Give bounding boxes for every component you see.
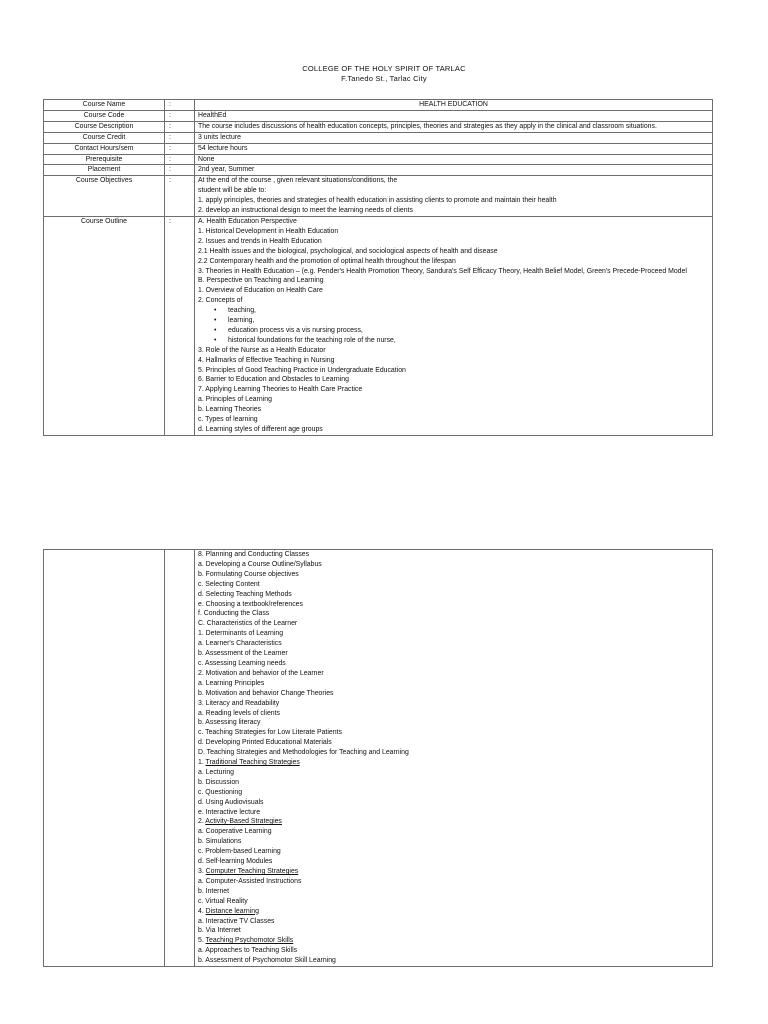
- outline-item: a. Learning Principles: [198, 679, 265, 687]
- outline-item: 2.2 Contemporary health and the promotion of optimal health throughout the lifespan: [198, 257, 456, 265]
- outline-item: [198, 867, 709, 877]
- outline-bullet-item: • learning,: [198, 316, 709, 326]
- separator-cell: [165, 100, 195, 111]
- field-label-cell: [44, 143, 165, 154]
- outline-item: 2. Motivation and behavior of the Learner: [198, 669, 324, 677]
- field-value-cell: [195, 176, 713, 217]
- outline-item: d. Using Audiovisuals: [198, 798, 264, 806]
- outline-item: b. Formulating Course objectives: [198, 570, 299, 578]
- outline-item: b. Learning Theories: [198, 406, 262, 414]
- field-label: Placement: [87, 166, 121, 174]
- outline-item: [198, 907, 709, 917]
- outline-heading-underlined: Computer Teaching Strategies: [205, 868, 299, 875]
- field-value: 3 units lecture: [198, 133, 241, 141]
- outline-item-number: 1.: [198, 759, 206, 767]
- field-value-cell: [195, 121, 713, 132]
- field-value: None: [198, 155, 215, 163]
- field-value-cell: [195, 216, 713, 435]
- outline-item: [198, 817, 709, 827]
- outline-item: 6. Barrier to Education and Obstacles to Learning: [198, 376, 349, 384]
- outline-item-number: 2.: [198, 818, 206, 826]
- outline-item: b. Internet: [198, 887, 230, 895]
- outline-bullet-item: • education process vis a vis nursing process,: [198, 326, 709, 336]
- outline-item-number: 3.: [198, 868, 206, 875]
- field-label-cell: [44, 216, 165, 435]
- outline-item: b. Assessment of Psychomotor Skill Learning: [198, 957, 336, 965]
- outline-item: d. Selecting Teaching Methods: [198, 590, 292, 598]
- outline-item: c. Selecting Content: [198, 580, 260, 588]
- outline-item: 3. Role of the Nurse as a Health Educator: [198, 346, 326, 354]
- separator-cell: [165, 154, 195, 165]
- field-value-cell: [195, 100, 713, 111]
- separator-colon: :: [169, 133, 171, 141]
- outline-item: c. Virtual Reality: [198, 897, 248, 905]
- field-label: Course Credit: [82, 133, 126, 141]
- outline-item: a. Cooperative Learning: [198, 828, 272, 836]
- field-label: Course Name: [82, 101, 126, 108]
- field-label-cell: [44, 176, 165, 217]
- table-row: [44, 100, 713, 111]
- outline-item: 1. Determinants of Learning: [198, 630, 284, 638]
- outline-item: a. Principles of Learning: [198, 396, 272, 404]
- outline-item: a. Lecturing: [198, 768, 235, 776]
- outline-item: a. Reading levels of clients: [198, 709, 280, 717]
- field-label: Course Description: [74, 122, 134, 130]
- separator-cell: [165, 132, 195, 143]
- objective-line: 2. develop an instructional design to meet the learning needs of clients: [198, 207, 413, 215]
- outline-item: a. Developing a Course Outline/Syllabus: [198, 560, 322, 568]
- outline-item: c. Problem-based Learning: [198, 848, 281, 856]
- field-label: Course Outline: [81, 217, 127, 225]
- outline-item: 2. Issues and trends in Health Education: [198, 237, 322, 245]
- separator-colon: :: [169, 111, 171, 119]
- field-label-cell: [44, 154, 165, 165]
- separator-cell: [165, 121, 195, 132]
- outline-item: 7. Applying Learning Theories to Health Care Practice: [198, 386, 363, 394]
- separator-colon: :: [169, 155, 171, 163]
- outline-item: 5. Principles of Good Teaching Practice in Undergraduate Education: [198, 366, 406, 374]
- outline-item: d. Developing Printed Educational Materials: [198, 739, 332, 747]
- document-header: [0, 64, 768, 84]
- outline-item: 1. Historical Development in Health Education: [198, 227, 339, 235]
- objective-line: student will be able to:: [198, 187, 267, 195]
- field-label-cell: [44, 110, 165, 121]
- outline-item-number: 4.: [198, 907, 206, 915]
- empty-separator-cell: [165, 550, 195, 967]
- field-label-cell: [44, 165, 165, 176]
- outline-item: a. Learner's Characteristics: [198, 640, 282, 648]
- outline-heading-underlined: Activity-Based Strategies: [205, 818, 282, 826]
- field-label-cell: [44, 121, 165, 132]
- outline-item: c. Teaching Strategies for Low Literate Patients: [198, 729, 342, 737]
- field-value-cell: [195, 143, 713, 154]
- table-row: [44, 132, 713, 143]
- outline-item: f. Conducting the Class: [198, 610, 270, 618]
- separator-colon: :: [169, 217, 171, 225]
- outline-item: e. Choosing a textbook/references: [198, 600, 303, 608]
- outline-item: A. Health Education Perspective: [198, 217, 297, 225]
- field-value: HealthEd: [198, 111, 227, 119]
- field-value: The course includes discussions of health education concepts, principles, theories and strategies as they apply in the clinical and classroom situations.: [198, 122, 657, 130]
- field-label: Prerequisite: [85, 155, 123, 163]
- field-value: HEALTH EDUCATION: [419, 101, 488, 108]
- outline-item: a. Computer-Assisted Instructions: [198, 877, 302, 885]
- separator-cell: [165, 176, 195, 217]
- outline-item: 8. Planning and Conducting Classes: [198, 551, 310, 558]
- outline-item: 3. Theories in Health Education – (e.g. Pender's Health Promotion Theory, Sandura's Self Efficacy Theory, Health Belief Model, Green's Precede-Proceed Model: [198, 267, 687, 275]
- outline-item: c. Questioning: [198, 788, 243, 796]
- outline-item: B. Perspective on Teaching and Learning: [198, 277, 324, 285]
- separator-cell: [165, 216, 195, 435]
- outline-item: b. Discussion: [198, 778, 239, 786]
- outline-bullet-item: • historical foundations for the teaching role of the nurse,: [198, 336, 709, 346]
- separator-cell: [165, 143, 195, 154]
- separator-cell: [165, 110, 195, 121]
- separator-cell: [165, 165, 195, 176]
- outline-heading-underlined: Traditional Teaching Strategies: [205, 759, 300, 767]
- empty-label-cell: [44, 550, 165, 967]
- outline-item: 4. Hallmarks of Effective Teaching in Nursing: [198, 356, 335, 364]
- field-label-cell: [44, 100, 165, 111]
- separator-colon: :: [169, 144, 171, 152]
- outline-item: d. Self-learning Modules: [198, 858, 273, 866]
- separator-colon: :: [169, 101, 171, 108]
- outline-item: c. Types of learning: [198, 416, 258, 424]
- outline-item: a. Approaches to Teaching Skills: [198, 947, 298, 955]
- objective-line: 1. apply principles, theories and strategies of health education in assisting clients to promote and maintain their health: [198, 197, 557, 205]
- separator-colon: :: [169, 177, 171, 185]
- outline-continuation-cell: [195, 550, 713, 967]
- outline-item: 2.1 Health issues and the biological, psychological, and sociological aspects of health and disease: [198, 247, 498, 255]
- outline-item: [198, 936, 709, 946]
- outline-item: D. Teaching Strategies and Methodologies for Teaching and Learning: [198, 749, 409, 757]
- outline-item: b. Motivation and behavior Change Theories: [198, 689, 334, 697]
- field-value-cell: [195, 165, 713, 176]
- field-label: Course Code: [83, 111, 125, 119]
- table-row: [44, 550, 713, 967]
- table-row: [44, 176, 713, 217]
- table-row: [44, 216, 713, 435]
- outline-item: b. Assessment of the Learner: [198, 650, 288, 658]
- outline-item: C. Characteristics of the Learner: [198, 620, 298, 628]
- outline-bullet-item: • teaching,: [198, 306, 709, 316]
- field-value-cell: [195, 154, 713, 165]
- course-info-table: [43, 99, 713, 436]
- table-row: [44, 110, 713, 121]
- field-label: Contact Hours/sem: [74, 144, 134, 152]
- separator-colon: :: [169, 166, 171, 174]
- field-value: 2nd year, Summer: [198, 166, 255, 174]
- outline-item: [198, 758, 709, 768]
- outline-item: 3. Literacy and Readability: [198, 699, 280, 707]
- outline-item-number: 5.: [198, 937, 206, 945]
- course-outline-continuation-table: [43, 549, 713, 967]
- outline-heading-underlined: Distance learning: [205, 907, 259, 915]
- field-label: Course Objectives: [75, 177, 133, 185]
- outline-item: d. Learning styles of different age groups: [198, 426, 323, 433]
- table-row: [44, 165, 713, 176]
- outline-item: b. Assessing literacy: [198, 719, 261, 727]
- table-row: [44, 121, 713, 132]
- field-value: 54 lecture hours: [198, 144, 248, 152]
- outline-item: a. Interactive TV Classes: [198, 917, 275, 925]
- outline-item: b. Via Internet: [198, 927, 241, 935]
- field-label-cell: [44, 132, 165, 143]
- outline-heading-underlined: Teaching Psychomotor Skills: [205, 937, 294, 945]
- field-value-cell: [195, 110, 713, 121]
- outline-item: e. Interactive lecture: [198, 808, 261, 816]
- field-value-cell: [195, 132, 713, 143]
- outline-item: c. Assessing Learning needs: [198, 659, 286, 667]
- separator-colon: :: [169, 122, 171, 130]
- outline-item: b. Simulations: [198, 838, 242, 846]
- table-row: [44, 143, 713, 154]
- college-name: COLLEGE OF THE HOLY SPIRIT OF TARLAC: [302, 64, 466, 73]
- outline-item: 2. Concepts of: [198, 297, 243, 305]
- outline-item: 1. Overview of Education on Health Care: [198, 287, 323, 295]
- objective-line: At the end of the course , given relevant situations/conditions, the: [198, 177, 398, 185]
- table-row: [44, 154, 713, 165]
- college-address: F.Tanedo St., Tarlac City: [341, 74, 427, 83]
